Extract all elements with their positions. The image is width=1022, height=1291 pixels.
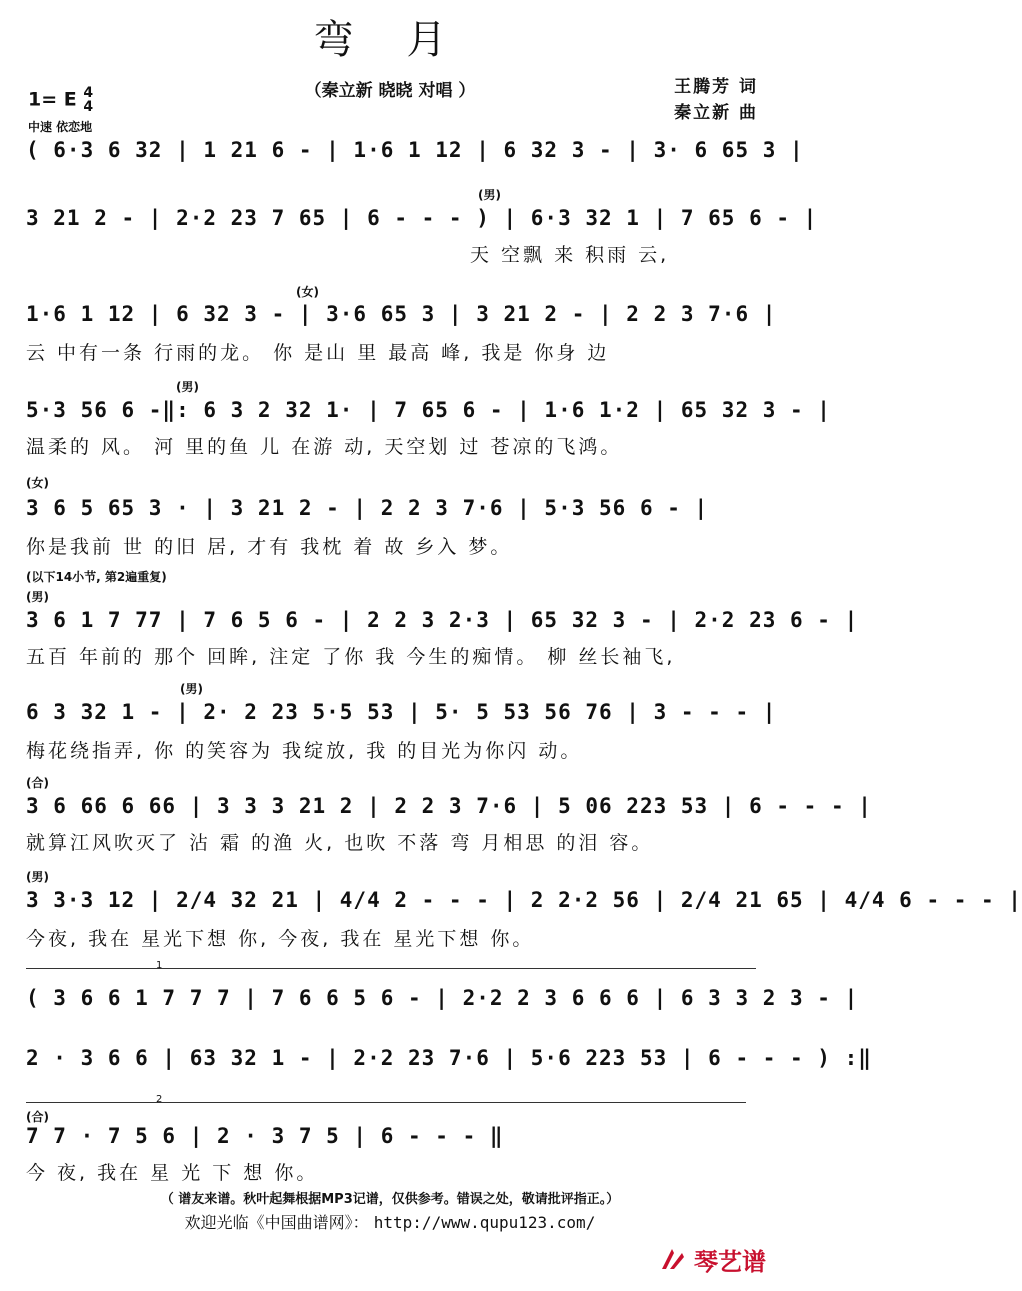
time-bottom: 4: [83, 99, 94, 115]
role-label: (女): [296, 285, 319, 299]
volta-number-1: 1: [156, 960, 163, 971]
lyricist-credit: 王腾芳 词: [674, 77, 758, 97]
role-label: (男): [478, 188, 501, 202]
music-line: 1·6 1 12 | 6 32 3 - | 3·6 65 3 | 3 21 2 - | 2 2 3 7·6 |: [26, 302, 777, 326]
role-label: (男): [26, 590, 49, 604]
role-label: (合): [26, 1110, 49, 1124]
volta-bracket-2: [26, 1102, 746, 1109]
lyric-line: 天 空飘 来 积雨 云,: [470, 244, 670, 266]
lyric-line: 就算江风吹灭了 沾 霜 的渔 火, 也吹 不落 弯 月相思 的泪 容。: [26, 832, 654, 854]
lyric-line: 今 夜, 我在 星 光 下 想 你。: [26, 1162, 319, 1184]
lyric-line: 今夜, 我在 星光下想 你, 今夜, 我在 星光下想 你。: [26, 928, 535, 950]
tempo-marking: 中速 依恋地: [28, 120, 93, 134]
music-line: 3 6 5 65 3 · | 3 21 2 - | 2 2 3 7·6 | 5·3 56 6 - |: [26, 496, 709, 520]
site-welcome: [0, 1210, 780, 1233]
song-title: 弯 月: [313, 17, 467, 63]
time-signature: [83, 86, 93, 114]
performers-subtitle: （秦立新 晓晓 对唱 ）: [304, 81, 476, 101]
composer-credit: 秦立新 曲: [674, 103, 758, 123]
transcription-note: （ 谱友来谱。秋叶起舞根据MP3记谱，仅供参考。错误之处，敬请批评指正。）: [160, 1192, 620, 1207]
lyric-line: 你是我前 世 的旧 居, 才有 我枕 着 故 乡入 梦。: [26, 536, 513, 558]
welcome-text: 欢迎光临《中国曲谱网》：: [184, 1213, 369, 1232]
music-line: ( 3 6 6 1 7 7 7 | 7 6 6 5 6 - | 2·2 2 3 6 6 6 | 6 3 3 2 3 - |: [26, 986, 859, 1010]
role-label: (女): [26, 476, 49, 490]
key-signature: [28, 86, 93, 114]
music-line: 3 21 2 - | 2·2 23 7 65 | 6 - - - ) | 6·3 32 1 | 7 65 6 - |: [26, 206, 818, 230]
time-top: 4: [83, 85, 94, 101]
site-url-link[interactable]: http://www.qupu123.com/: [373, 1213, 596, 1232]
music-line: 3 3·3 12 | 2/4 32 21 | 4/4 2 - - - | 2 2·2 56 | 2/4 21 65 | 4/4 6 - - - |: [26, 888, 1022, 912]
repeat-note: (以下14小节, 第2遍重复): [26, 570, 167, 584]
volta-number-2: 2: [156, 1094, 163, 1105]
role-label: (男): [180, 682, 203, 696]
music-line: 2 · 3 6 6 | 63 32 1 - | 2·2 23 7·6 | 5·6 223 53 | 6 - - - ) :‖: [26, 1046, 872, 1070]
lyric-line: 云 中有一条 行雨的龙。 你 是山 里 最高 峰, 我是 你身 边: [26, 342, 610, 364]
volta-bracket-1: [26, 968, 756, 975]
music-line: 5·3 56 6 -‖: 6 3 2 32 1· | 7 65 6 - | 1·6 1·2 | 65 32 3 - |: [26, 398, 831, 422]
lyric-line: 五百 年前的 那个 回眸, 注定 了你 我 今生的痴情。 柳 丝长袖飞,: [26, 646, 676, 668]
lyric-line: 梅花绕指弄, 你 的笑容为 我绽放, 我 的目光为你闪 动。: [26, 740, 583, 762]
music-line: 7 7 · 7 5 6 | 2 · 3 7 5 | 6 - - - ‖: [26, 1124, 504, 1148]
music-line: 3 6 66 6 66 | 3 3 3 21 2 | 2 2 3 7·6 | 5 06 223 53 | 6 - - - |: [26, 794, 872, 818]
lyric-line: 温柔的 风。 河 里的鱼 儿 在游 动, 天空划 过 苍凉的飞鸿。: [26, 436, 623, 458]
key-label: 1= E: [28, 88, 77, 111]
music-line: ( 6·3 6 32 | 1 21 6 - | 1·6 1 12 | 6 32 3 - | 3· 6 65 3 |: [26, 138, 804, 162]
logo-text: 琴艺谱: [694, 1248, 766, 1276]
site-logo: [658, 1242, 766, 1277]
role-label: (男): [176, 380, 199, 394]
role-label: (男): [26, 870, 49, 884]
music-line: 6 3 32 1 - | 2· 2 23 5·5 53 | 5· 5 53 56 76 | 3 - - - |: [26, 700, 777, 724]
music-line: 3 6 1 7 77 | 7 6 5 6 - | 2 2 3 2·3 | 65 32 3 - | 2·2 23 6 - |: [26, 608, 859, 632]
role-label: (合): [26, 776, 49, 790]
logo-mark-icon: [658, 1245, 688, 1275]
